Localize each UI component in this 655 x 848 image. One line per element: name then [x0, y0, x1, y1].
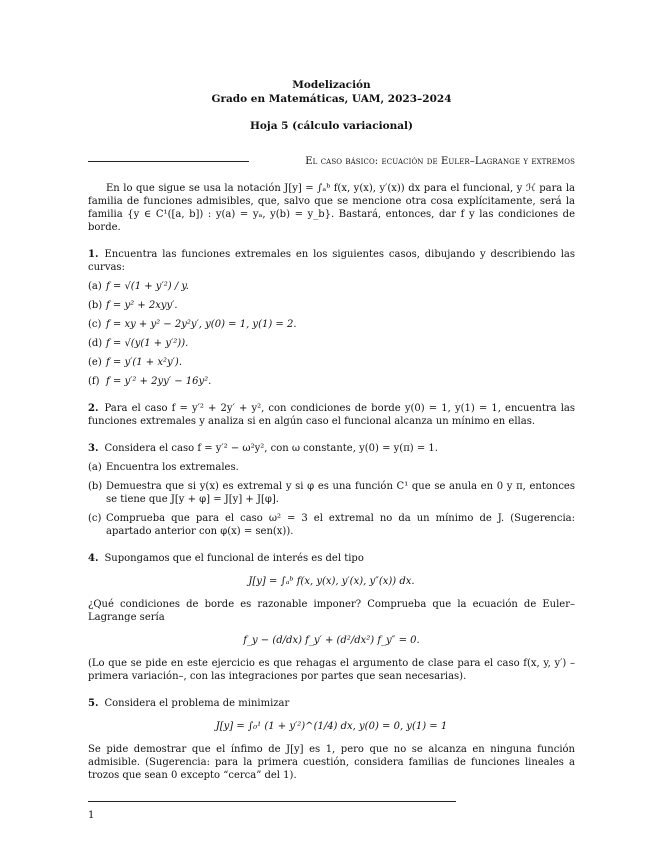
section-title: El caso básico: ecuación de Euler–Lagrange y extremos	[305, 156, 575, 167]
question-1	[88, 248, 575, 274]
q1-item-a: (a) f = √(1 + y′²) / y.	[88, 281, 189, 292]
q4-equation-euler-lagrange: f_y − (d/dx) f_y′ + (d²/dx²) f_y″ = 0.	[243, 635, 420, 646]
q5-text-2: Se pide demostrar que el ínfimo de J[y] es 1, pero que no se alcanza en ninguna función admisible. (Sugerencia: para la primera cuestión, considera familias de funciones lineales a trozos que sean 0 excepto “cerca” del 1).	[88, 744, 575, 781]
question-3-text: Considera el caso f = y′² − ω²y², con ω constante, y(0) = y(π) = 1.	[104, 443, 438, 454]
course-title: Modelización	[292, 79, 371, 91]
q1-item-f: (f) f = y′² + 2yy′ − 16y².	[88, 376, 212, 387]
question-5	[88, 697, 575, 710]
q3-item-b: (b) Demuestra que si y(x) es extremal y si φ es una función C¹ que se anula en 0 y π, entonces se tiene que J[y + φ] = J[y] + J[φ].	[88, 481, 575, 505]
question-3	[88, 442, 575, 455]
footer-rule	[88, 801, 456, 802]
page-content	[88, 78, 575, 782]
q5-equation: J[y] = ∫₀¹ (1 + y′²)^(1/4) dx, y(0) = 0, y(1) = 1	[215, 721, 448, 732]
q3-item-c: (c) Comprueba que para el caso ω² = 3 el extremal no da un mínimo de J. (Sugerencia: apartado anterior con φ(x) = sen(x)).	[88, 513, 575, 537]
q1-item-c: (c) f = xy + y² − 2y²y′, y(0) = 1, y(1) = 2.	[88, 319, 297, 330]
sheet-title: Hoja 5 (cálculo variacional)	[250, 120, 413, 132]
q4-text-3: (Lo que se pide en este ejercicio es que rehagas el argumento de clase para el caso f(x, y, y′) –primera variación–, con las integraciones por partes que sean necesarias).	[88, 658, 575, 682]
question-2-number: 2.	[88, 403, 99, 414]
section-header	[88, 155, 575, 168]
question-5-number: 5.	[88, 698, 99, 709]
question-2-text: Para el caso f = y′² + 2y′ + y², con condiciones de borde y(0) = 1, y(1) = 1, encuentra las funciones extremales y analiza si en algún caso el funcional alcanza un mínimo en ellas.	[88, 403, 575, 427]
q1-item-e: (e) f = y′(1 + x²y′).	[88, 357, 183, 368]
question-4-number: 4.	[88, 553, 99, 564]
question-4-text: Supongamos que el funcional de interés es del tipo	[104, 553, 364, 564]
section-rule	[88, 161, 249, 162]
q1-item-b: (b) f = y² + 2xyy′.	[88, 300, 178, 311]
question-4	[88, 552, 575, 565]
question-1-text: Encuentra las funciones extremales en los siguientes casos, dibujando y describiendo las curvas:	[88, 249, 575, 273]
q3-item-a: (a) Encuentra los extremales.	[88, 462, 239, 473]
q1-item-d: (d) f = √(y(1 + y′²)).	[88, 338, 189, 349]
page-number: 1	[88, 810, 95, 821]
course-subtitle: Grado en Matemáticas, UAM, 2023–2024	[211, 93, 452, 105]
question-5-text: Considera el problema de minimizar	[104, 698, 290, 709]
question-1-number: 1.	[88, 249, 99, 260]
question-2	[88, 402, 575, 428]
intro-paragraph: En lo que sigue se usa la notación J[y] = ∫ₐᵇ f(x, y(x), y′(x)) dx para el funcional, y ℋ para la familia de funciones admisibles, que, salvo que se mencione otra cosa explícitamente, será la familia {y ∈ C¹([a, b]) : y(a) = yₐ, y(b) = y_b}. Bastará, entonces, dar f y las condiciones de borde.	[88, 183, 575, 233]
q4-equation-functional: J[y] = ∫ₐᵇ f(x, y(x), y′(x), y″(x)) dx.	[248, 576, 415, 587]
question-3-number: 3.	[88, 443, 99, 454]
q4-text-2: ¿Qué condiciones de borde es razonable imponer? Comprueba que la ecuación de Euler–Lagrange sería	[88, 599, 575, 623]
